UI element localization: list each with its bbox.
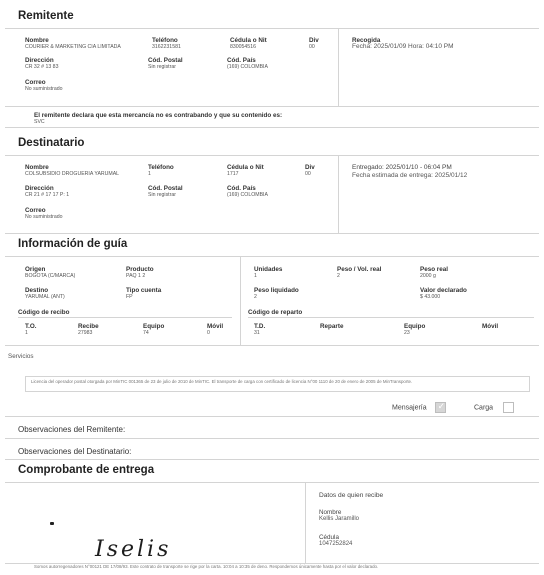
origen: BOGOTA (C/MARCA) [25, 273, 76, 279]
fecha-estimada: Fecha estimada de entrega: 2025/01/12 [352, 172, 468, 179]
mensajeria-label: Mensajería [392, 404, 427, 412]
remitente-correo: No suministrado [25, 86, 63, 92]
remitente-telefono: 3162231581 [152, 44, 181, 50]
peso-vol-label: Peso / Vol. real [337, 266, 382, 273]
destinatario-title: Destinatario [18, 137, 85, 149]
destinatario-postal-label: Cód. Postal [148, 185, 183, 192]
remitente-pais-label: Cód. País [227, 57, 256, 64]
tipo-cuenta: FP [126, 294, 133, 300]
unidades-label: Unidades [254, 266, 283, 273]
destinatario-div-label: Div [305, 164, 315, 171]
divider [338, 156, 339, 233]
to-value: 1 [25, 330, 28, 336]
remitente-postal: Sin registrar [148, 64, 176, 70]
remitente-correo-label: Correo [25, 79, 46, 86]
valor-declarado: $ 43.000 [420, 294, 441, 300]
origen-label: Origen [25, 266, 46, 273]
destinatario-correo: No suministrado [25, 214, 63, 220]
remitente-nombre: COURIER & MARKETING CIA LIMITADA [25, 44, 121, 50]
destinatario-nombre-label: Nombre [25, 164, 49, 171]
codigo-reparto-title: Código de reparto [248, 309, 303, 316]
to-label: T.O. [25, 323, 37, 330]
mensajeria-checkbox[interactable] [435, 402, 446, 413]
equipo-recibo-label: Equipo [143, 323, 165, 330]
divider [5, 28, 539, 29]
signature-dot [50, 522, 54, 525]
peso-real-label: Peso real [420, 266, 449, 273]
codigo-recibo-title: Código de recibo [18, 309, 70, 316]
divider [5, 459, 539, 460]
movil-recibo-label: Móvil [207, 323, 224, 330]
destinatario-pais: (169) COLOMBIA [227, 192, 268, 198]
destinatario-postal: Sin registrar [148, 192, 176, 198]
remitente-declaracion: El remitente declara que esta mercancía no es contrabando y que su contenido es: [34, 112, 283, 119]
remitente-postal-label: Cód. Postal [148, 57, 183, 64]
peso-liquidado-label: Peso liquidado [254, 287, 299, 294]
legal-note: Licencia del operador postal otorgada por MinTIC 001365 de 23 de julio de 2010 de MinTIC. El transporte de carga con certificado de licencia N°00 1110 de 20 de enero de 2005 de MinTransporte. [31, 379, 413, 384]
recibe-label: Recibe [78, 323, 99, 330]
receptor-nombre: Kellis Jaramillo [319, 516, 360, 522]
obs-remitente: Observaciones del Remitente: [18, 425, 126, 434]
receptor-cedula: 1047252824 [319, 541, 353, 547]
comprobante-title: Comprobante de entrega [18, 464, 155, 476]
divider [5, 416, 539, 417]
divider [18, 317, 232, 318]
recogida-fecha: Fecha: 2025/01/09 Hora: 04:10 PM [352, 43, 454, 50]
recibe-value: 27983 [78, 330, 93, 336]
signature: Iselis [95, 537, 172, 562]
movil-recibo: 0 [207, 330, 210, 336]
remitente-pais: (169) COLOMBIA [227, 64, 268, 70]
destinatario-nombre: COLSUBSIDIO DROGUERIA YARUMAL [25, 171, 120, 177]
destinatario-direccion: CR 21 # 17 17 P: 1 [25, 192, 70, 198]
divider [5, 482, 539, 483]
divider [5, 127, 539, 128]
divider [5, 256, 539, 257]
divider [240, 257, 241, 345]
divider [338, 29, 339, 106]
divider [305, 483, 306, 563]
movil-reparto-label: Móvil [482, 323, 499, 330]
remitente-cedula: 830054516 [230, 44, 256, 50]
destinatario-correo-label: Correo [25, 207, 46, 214]
remitente-direccion-label: Dirección [25, 57, 54, 64]
tipo-cuenta-label: Tipo cuenta [126, 287, 162, 294]
footer-note: Somos autorregenadores N°00121 DE 17/08/93. Este contrato de transporte se rige por la carta. 10:04 a 10:35 de deno. Respondemos únicamente hasta por el valor declarado. [34, 564, 379, 569]
remitente-cedula-label: Cédula o Nit [230, 37, 267, 44]
destinatario-direccion-label: Dirección [25, 185, 54, 192]
servicios-label: Servicios [8, 353, 34, 360]
entregado-fecha: Entregado: 2025/01/10 - 06:04 PM [352, 164, 452, 171]
destinatario-telefono: 1 [148, 171, 151, 177]
destinatario-div: 00 [305, 171, 311, 177]
producto: PAQ 1 2 [126, 273, 146, 279]
divider [5, 345, 539, 346]
receptor-nombre-label: Nombre [319, 509, 342, 516]
peso-real: 2000 g [420, 273, 436, 279]
remitente-direccion: CR 32 # 13 83 [25, 64, 59, 70]
producto-label: Producto [126, 266, 154, 273]
destinatario-telefono-label: Teléfono [148, 164, 174, 171]
reparte-label: Reparte [320, 323, 344, 330]
peso-liquidado: 2 [254, 294, 257, 300]
obs-destinatario: Observaciones del Destinatario: [18, 447, 132, 456]
carga-option[interactable] [474, 402, 514, 413]
destino: YARUMAL (ANT) [25, 294, 65, 300]
equipo-reparto-label: Equipo [404, 323, 426, 330]
guia-title: Información de guía [18, 238, 128, 250]
divider [5, 155, 539, 156]
remitente-div-label: Div [309, 37, 319, 44]
divider [5, 233, 539, 234]
td-value: 31 [254, 330, 260, 336]
recogida-label: Recogida [352, 37, 381, 44]
legal-note-box [25, 376, 530, 392]
remitente-nombre-label: Nombre [25, 37, 49, 44]
equipo-recibo: 74 [143, 330, 149, 336]
remitente-title: Remitente [18, 10, 74, 22]
receptor-cedula-label: Cédula [319, 534, 339, 541]
unidades: 1 [254, 273, 257, 279]
destinatario-pais-label: Cód. País [227, 185, 256, 192]
divider [5, 106, 539, 107]
remitente-div: 00 [309, 44, 315, 50]
remitente-telefono-label: Teléfono [152, 37, 178, 44]
equipo-reparto: 23 [404, 330, 410, 336]
divider [5, 438, 539, 439]
carga-checkbox[interactable] [503, 402, 514, 413]
datos-quien-recibe-title: Datos de quien recibe [319, 492, 384, 499]
td-label: T.D. [254, 323, 266, 330]
carga-label: Carga [474, 404, 494, 412]
peso-vol: 2 [337, 273, 340, 279]
remitente-contenido: SVC [34, 119, 45, 125]
destino-label: Destino [25, 287, 49, 294]
destinatario-cedula-label: Cédula o Nit [227, 164, 264, 171]
valor-declarado-label: Valor declarado [420, 287, 467, 294]
destinatario-cedula: 1717 [227, 171, 239, 177]
mensajeria-option[interactable] [392, 402, 446, 413]
divider [248, 317, 534, 318]
